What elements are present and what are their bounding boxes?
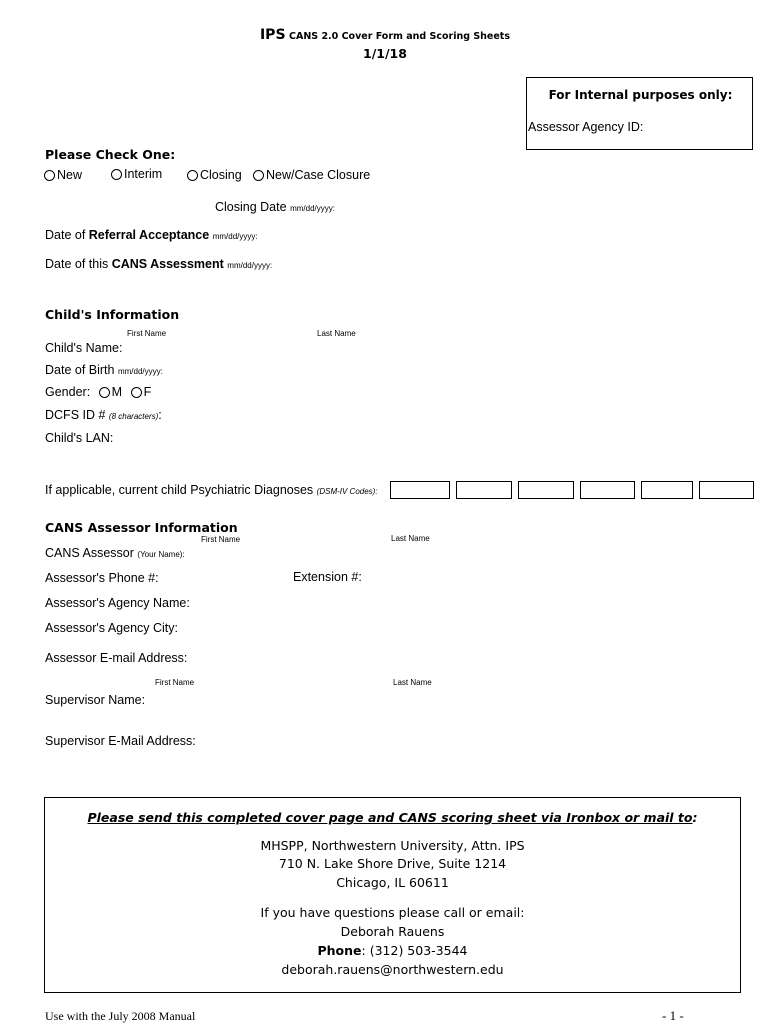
assessment-prefix: Date of this [45,257,112,271]
mail-instruction-text: Please send this completed cover page and CANS scoring sheet via Ironbox or mail to [87,810,693,825]
assessor-phone-label: Assessor's Phone #: [45,571,159,585]
diagnosis-code-box-6[interactable] [699,481,754,499]
check-one-heading: Please Check One: [45,147,176,162]
child-last-name-caption: Last Name [317,329,356,338]
footer-manual-note: Use with the July 2008 Manual [45,1009,196,1023]
internal-purposes-box [526,77,753,150]
referral-date-row [45,228,258,242]
radio-circle-icon [111,169,122,180]
mail-instruction-colon: : [692,810,698,825]
dcfs-colon: : [158,408,162,422]
gender-row [45,385,151,399]
dcfs-note: (8 characters) [108,412,159,421]
assessor-first-name-caption: First Name [201,535,241,544]
radio-new-case-closure[interactable] [253,168,370,182]
child-info-heading: Child's Information [45,307,180,322]
address-line-2: 710 N. Lake Shore Drive, Suite 1214 [278,856,507,871]
radio-closing[interactable] [187,168,242,182]
closing-date-format: mm/dd/yyyy: [290,204,335,213]
form-date: 1/1/18 [363,46,407,61]
form-title [0,27,770,43]
dob-label: Date of Birth [45,363,115,377]
radio-circle-icon [131,387,142,398]
mailing-instructions-box [44,797,741,993]
referral-format: mm/dd/yyyy: [212,232,258,241]
assessment-date-row [45,257,272,271]
phone-label: Phone [317,943,362,958]
mail-instruction [45,810,740,825]
address-line-3: Chicago, IL 60611 [336,875,449,890]
referral-prefix: Date of [45,228,89,242]
radio-new-case-closure-label: New/Case Closure [266,168,371,182]
assessor-name-label: CANS Assessor [45,546,134,560]
child-lan-label: Child's LAN: [45,431,114,445]
child-first-name-caption: First Name [127,329,167,338]
diagnosis-code-box-2[interactable] [456,481,512,499]
assessor-info-heading: CANS Assessor Information [45,520,238,535]
gender-label: Gender: [45,385,91,399]
footer-page-number: - 1 - [662,1008,684,1023]
radio-new-label: New [57,168,83,182]
radio-circle-icon [253,170,264,181]
gender-f-label: F [143,385,152,399]
internal-title: For Internal purposes only: [548,88,733,102]
assessor-name-row [45,546,185,560]
diagnosis-code-box-5[interactable] [641,481,693,499]
diagnoses-label: If applicable, current child Psychiatric Diagnoses [45,483,314,497]
diagnoses-row [45,483,378,497]
supervisor-email-label: Supervisor E-Mail Address: [45,734,196,748]
supervisor-first-name-caption: First Name [155,678,195,687]
radio-closing-label: Closing [200,168,242,182]
radio-circle-icon [99,387,110,398]
contact-name: Deborah Rauens [340,924,445,939]
radio-gender-f[interactable] [131,385,152,399]
radio-new[interactable] [44,168,82,182]
diagnosis-code-box-4[interactable] [580,481,635,499]
dcfs-row [45,408,162,422]
dob-format: mm/dd/yyyy: [117,367,163,376]
dcfs-label: DCFS ID # [45,408,106,422]
supervisor-last-name-caption: Last Name [393,678,432,687]
radio-interim[interactable] [111,167,162,181]
diagnosis-code-box-1[interactable] [390,481,450,499]
title-rest: CANS 2.0 Cover Form and Scoring Sheets [289,31,511,42]
phone-value: : (312) 503-3544 [361,943,468,958]
questions-line: If you have questions please call or email: [260,905,525,920]
referral-bold: Referral Acceptance [88,228,210,242]
assessor-last-name-caption: Last Name [391,534,430,543]
child-name-label: Child's Name: [45,341,123,355]
diagnoses-note: (DSM-IV Codes): [316,487,378,496]
agency-name-label: Assessor's Agency Name: [45,596,190,610]
assessor-name-note: (Your Name): [137,550,185,559]
contact-phone [45,943,740,958]
radio-circle-icon [44,170,55,181]
address-line-1: MHSPP, Northwestern University, Attn. IPS [260,838,525,853]
assessment-format: mm/dd/yyyy: [227,261,273,270]
closing-date-row [215,200,335,214]
radio-interim-label: Interim [124,167,163,181]
assessor-agency-id-label: Assessor Agency ID: [528,120,644,134]
contact-email[interactable]: deborah.rauens@northwestern.edu [281,962,504,977]
dob-row [45,363,163,377]
agency-city-label: Assessor's Agency City: [45,621,178,635]
extension-label: Extension #: [293,570,362,584]
gender-m-label: M [111,385,123,399]
assessor-email-label: Assessor E-mail Address: [45,651,188,665]
radio-gender-m[interactable] [99,385,122,399]
diagnosis-code-box-3[interactable] [518,481,574,499]
title-prefix: IPS [259,27,286,43]
radio-circle-icon [187,170,198,181]
assessment-bold: CANS Assessment [111,257,224,271]
closing-date-label: Closing Date [215,200,287,214]
supervisor-name-label: Supervisor Name: [45,693,146,707]
